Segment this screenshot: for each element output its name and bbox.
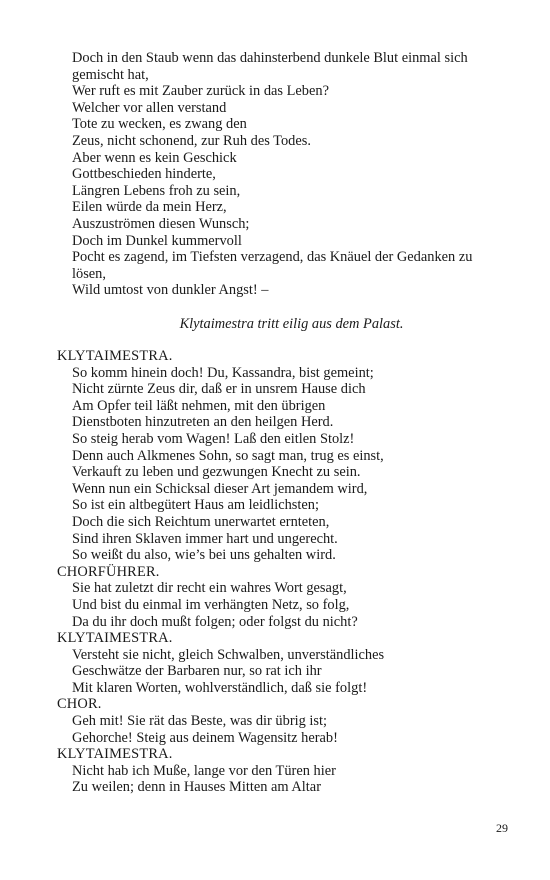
verse-line: Tote zu wecken, es zwang den bbox=[72, 116, 247, 133]
speech-line: So weißt du also, wie’s bei uns gehalten wird. bbox=[72, 547, 336, 564]
verse-line: Aber wenn es kein Geschick bbox=[72, 149, 237, 166]
speech-line: Wenn nun ein Schicksal dieser Art jemandem wird, bbox=[72, 480, 368, 497]
verse-line: Eilen würde da mein Herz, bbox=[72, 199, 227, 216]
speaker-name: KLYTAIMESTRA. bbox=[57, 630, 173, 647]
speaker-name: CHOR. bbox=[57, 696, 102, 713]
verse-line: Wild umtost von dunkler Angst! – bbox=[72, 282, 269, 299]
verse-line: Pocht es zagend, im Tiefsten verzagend, das Knäuel der Gedanken zu bbox=[72, 249, 473, 266]
speech-line: So steig herab vom Wagen! Laß den eitlen Stolz! bbox=[72, 430, 355, 447]
speech bbox=[57, 746, 512, 796]
speaker-name: CHORFÜHRER. bbox=[57, 563, 160, 580]
verse-line: Gottbeschieden hinderte, bbox=[72, 166, 216, 183]
verse-line-continuation: gemischt hat, bbox=[72, 66, 149, 83]
verse-line-continuation: lösen, bbox=[72, 265, 106, 282]
speech-line: Gehorche! Steig aus deinem Wagensitz herab! bbox=[72, 729, 338, 746]
verse-line: Zeus, nicht schonend, zur Ruh des Todes. bbox=[72, 132, 311, 149]
verse-line: Welcher vor allen verstand bbox=[72, 99, 227, 116]
verse-line: Auszuströmen diesen Wunsch; bbox=[72, 215, 250, 232]
speech-line: So komm hinein doch! Du, Kassandra, bist gemeint; bbox=[72, 364, 374, 381]
speech bbox=[57, 348, 512, 564]
speaker-name: KLYTAIMESTRA. bbox=[57, 746, 173, 763]
choral-stanza bbox=[57, 50, 512, 299]
verse-line: Doch im Dunkel kummervoll bbox=[72, 232, 242, 249]
speech-line: Nicht hab ich Muße, lange vor den Türen hier bbox=[72, 762, 336, 779]
speech-line: Geschwätze der Barbaren nur, so rat ich ihr bbox=[72, 663, 322, 680]
page-number: 29 bbox=[496, 821, 508, 835]
stage-direction-block bbox=[57, 316, 512, 333]
stage-direction: Klytaimestra tritt eilig aus dem Palast. bbox=[179, 316, 404, 332]
speech-line: Und bist du einmal im verhängten Netz, so folg, bbox=[72, 596, 350, 613]
speech-line: Sie hat zuletzt dir recht ein wahres Wort gesagt, bbox=[72, 580, 347, 597]
speech-line: Zu weilen; denn in Hauses Mitten am Altar bbox=[72, 779, 321, 796]
verse-line: Wer ruft es mit Zauber zurück in das Leben? bbox=[72, 83, 329, 100]
speech-line: Geh mit! Sie rät das Beste, was dir übrig ist; bbox=[72, 713, 327, 730]
speech bbox=[57, 564, 512, 630]
verse-line: Längren Lebens froh zu sein, bbox=[72, 182, 241, 199]
verse-line: Doch in den Staub wenn das dahinsterbend dunkele Blut einmal sich bbox=[72, 50, 468, 66]
dialogue bbox=[57, 348, 512, 796]
speech-line: Da du ihr doch mußt folgen; oder folgst du nicht? bbox=[72, 613, 358, 630]
speech-line: Dienstboten hinzutreten an den heilgen Herd. bbox=[72, 414, 334, 431]
speaker-name: KLYTAIMESTRA. bbox=[57, 348, 173, 364]
speech-line: Am Opfer teil läßt nehmen, mit den übrigen bbox=[72, 397, 326, 414]
speech bbox=[57, 630, 512, 696]
speech-line: Nicht zürnte Zeus dir, daß er in unsrem Hause dich bbox=[72, 381, 366, 398]
speech-line: Doch die sich Reichtum unerwartet ernteten, bbox=[72, 513, 330, 530]
speech-line: Verkauft zu leben und gezwungen Knecht zu sein. bbox=[72, 464, 361, 481]
speech-line: Versteht sie nicht, gleich Schwalben, unverständliches bbox=[72, 646, 385, 663]
speech-line: Sind ihren Sklaven immer hart und ungerecht. bbox=[72, 530, 338, 547]
speech bbox=[57, 696, 512, 746]
speech-line: Denn auch Alkmenes Sohn, so sagt man, trug es einst, bbox=[72, 447, 384, 464]
speech-line: So ist ein altbegütert Haus am leidlichsten; bbox=[72, 497, 319, 514]
speech-line: Mit klaren Worten, wohlverständlich, daß sie folgt! bbox=[72, 679, 368, 696]
